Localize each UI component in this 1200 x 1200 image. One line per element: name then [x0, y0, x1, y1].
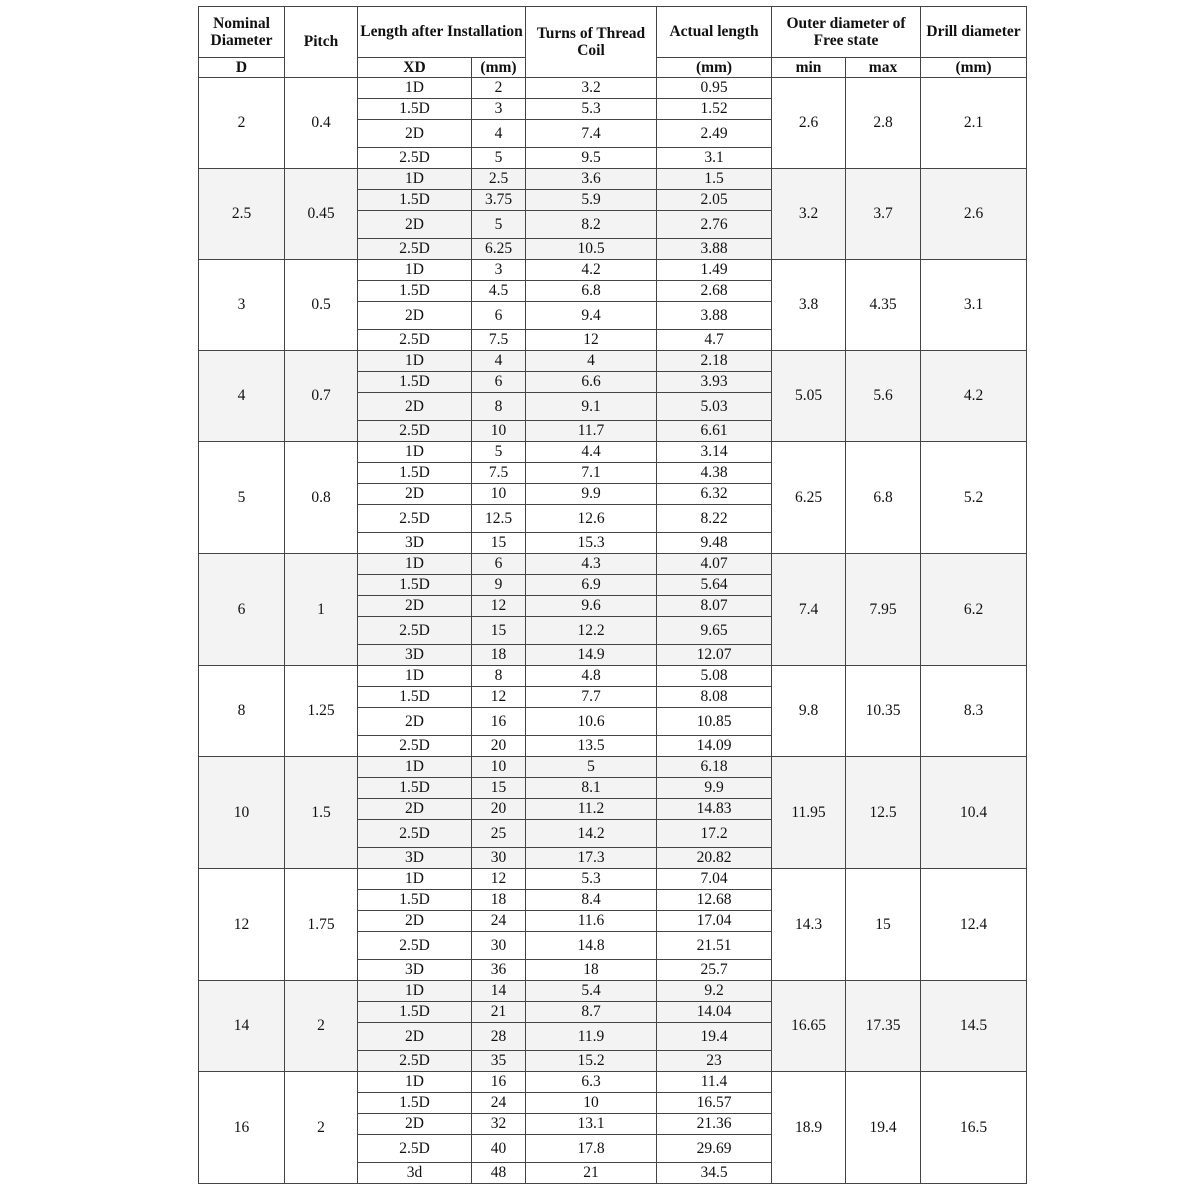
- header-turns-of-thread-coil: Turns of Thread Coil: [526, 7, 657, 78]
- table-row: [199, 981, 1027, 1002]
- length-mm-cell: 7.5: [472, 463, 526, 484]
- xd-cell: 2.5D: [358, 421, 472, 442]
- turns-cell: 6.9: [526, 575, 657, 596]
- outer-diameter-min-cell: 7.4: [772, 554, 846, 666]
- turns-cell: 7.7: [526, 687, 657, 708]
- turns-cell: 12.6: [526, 505, 657, 533]
- outer-diameter-min-cell: 18.9: [772, 1072, 846, 1184]
- table-row: [199, 78, 1027, 99]
- actual-length-cell: 3.93: [657, 372, 772, 393]
- drill-diameter-cell: 3.1: [921, 260, 1027, 351]
- length-mm-cell: 28: [472, 1023, 526, 1051]
- actual-length-cell: 9.65: [657, 617, 772, 645]
- xd-cell: 3D: [358, 960, 472, 981]
- actual-length-cell: 17.04: [657, 911, 772, 932]
- xd-cell: 2.5D: [358, 617, 472, 645]
- pitch-cell: 0.4: [285, 78, 358, 169]
- actual-length-cell: 2.49: [657, 120, 772, 148]
- nominal-diameter-cell: 2: [199, 78, 285, 169]
- nominal-diameter-cell: 3: [199, 260, 285, 351]
- turns-cell: 11.7: [526, 421, 657, 442]
- length-mm-cell: 24: [472, 911, 526, 932]
- xd-cell: 1D: [358, 260, 472, 281]
- length-mm-cell: 18: [472, 645, 526, 666]
- nominal-diameter-cell: 2.5: [199, 169, 285, 260]
- nominal-diameter-cell: 5: [199, 442, 285, 554]
- turns-cell: 12.2: [526, 617, 657, 645]
- length-mm-cell: 6.25: [472, 239, 526, 260]
- xd-cell: 2.5D: [358, 1135, 472, 1163]
- turns-cell: 8.1: [526, 778, 657, 799]
- length-mm-cell: 10: [472, 484, 526, 505]
- length-mm-cell: 48: [472, 1163, 526, 1184]
- outer-diameter-min-cell: 11.95: [772, 757, 846, 869]
- length-mm-cell: 12: [472, 687, 526, 708]
- length-mm-cell: 20: [472, 736, 526, 757]
- actual-length-cell: 3.88: [657, 239, 772, 260]
- length-mm-cell: 6: [472, 554, 526, 575]
- length-mm-cell: 12.5: [472, 505, 526, 533]
- drill-diameter-cell: 12.4: [921, 869, 1027, 981]
- length-mm-cell: 8: [472, 666, 526, 687]
- outer-diameter-min-cell: 3.2: [772, 169, 846, 260]
- actual-length-cell: 4.38: [657, 463, 772, 484]
- actual-length-cell: 29.69: [657, 1135, 772, 1163]
- xd-cell: 2.5D: [358, 1051, 472, 1072]
- actual-length-cell: 8.22: [657, 505, 772, 533]
- turns-cell: 6.8: [526, 281, 657, 302]
- length-mm-cell: 3: [472, 99, 526, 120]
- turns-cell: 8.2: [526, 211, 657, 239]
- xd-cell: 2D: [358, 484, 472, 505]
- thread-insert-spec-table: [198, 6, 1027, 1184]
- xd-cell: 1D: [358, 554, 472, 575]
- pitch-cell: 1.75: [285, 869, 358, 981]
- turns-cell: 11.2: [526, 799, 657, 820]
- nominal-diameter-cell: 14: [199, 981, 285, 1072]
- table-row: [199, 869, 1027, 890]
- actual-length-cell: 8.07: [657, 596, 772, 617]
- turns-cell: 4.3: [526, 554, 657, 575]
- turns-cell: 17.3: [526, 848, 657, 869]
- actual-length-cell: 19.4: [657, 1023, 772, 1051]
- length-mm-cell: 20: [472, 799, 526, 820]
- turns-cell: 9.6: [526, 596, 657, 617]
- length-mm-cell: 35: [472, 1051, 526, 1072]
- xd-cell: 1.5D: [358, 190, 472, 211]
- length-mm-cell: 15: [472, 533, 526, 554]
- xd-cell: 2.5D: [358, 148, 472, 169]
- actual-length-cell: 20.82: [657, 848, 772, 869]
- actual-length-cell: 9.9: [657, 778, 772, 799]
- xd-cell: 1D: [358, 1072, 472, 1093]
- length-mm-cell: 4: [472, 351, 526, 372]
- turns-cell: 8.7: [526, 1002, 657, 1023]
- actual-length-cell: 21.36: [657, 1114, 772, 1135]
- xd-cell: 3D: [358, 645, 472, 666]
- nominal-diameter-cell: 16: [199, 1072, 285, 1184]
- subheader-length-mm: (mm): [472, 58, 526, 78]
- xd-cell: 2.5D: [358, 932, 472, 960]
- outer-diameter-min-cell: 5.05: [772, 351, 846, 442]
- header-pitch: Pitch: [285, 7, 358, 78]
- turns-cell: 14.8: [526, 932, 657, 960]
- subheader-max: max: [846, 58, 921, 78]
- actual-length-cell: 8.08: [657, 687, 772, 708]
- drill-diameter-cell: 16.5: [921, 1072, 1027, 1184]
- length-mm-cell: 14: [472, 981, 526, 1002]
- outer-diameter-max-cell: 3.7: [846, 169, 921, 260]
- length-mm-cell: 2.5: [472, 169, 526, 190]
- turns-cell: 15.2: [526, 1051, 657, 1072]
- length-mm-cell: 10: [472, 421, 526, 442]
- length-mm-cell: 15: [472, 778, 526, 799]
- turns-cell: 3.6: [526, 169, 657, 190]
- drill-diameter-cell: 5.2: [921, 442, 1027, 554]
- length-mm-cell: 32: [472, 1114, 526, 1135]
- xd-cell: 2D: [358, 302, 472, 330]
- xd-cell: 1.5D: [358, 1002, 472, 1023]
- outer-diameter-min-cell: 6.25: [772, 442, 846, 554]
- length-mm-cell: 15: [472, 617, 526, 645]
- actual-length-cell: 3.88: [657, 302, 772, 330]
- turns-cell: 4.2: [526, 260, 657, 281]
- length-mm-cell: 16: [472, 1072, 526, 1093]
- xd-cell: 2D: [358, 911, 472, 932]
- pitch-cell: 0.5: [285, 260, 358, 351]
- actual-length-cell: 21.51: [657, 932, 772, 960]
- pitch-cell: 0.7: [285, 351, 358, 442]
- length-mm-cell: 30: [472, 848, 526, 869]
- pitch-cell: 2: [285, 981, 358, 1072]
- xd-cell: 2D: [358, 393, 472, 421]
- length-mm-cell: 10: [472, 757, 526, 778]
- drill-diameter-cell: 6.2: [921, 554, 1027, 666]
- nominal-diameter-cell: 8: [199, 666, 285, 757]
- length-mm-cell: 3.75: [472, 190, 526, 211]
- length-mm-cell: 2: [472, 78, 526, 99]
- actual-length-cell: 3.14: [657, 442, 772, 463]
- table-row: [199, 351, 1027, 372]
- length-mm-cell: 18: [472, 890, 526, 911]
- nominal-diameter-cell: 10: [199, 757, 285, 869]
- actual-length-cell: 25.7: [657, 960, 772, 981]
- turns-cell: 11.9: [526, 1023, 657, 1051]
- actual-length-cell: 5.08: [657, 666, 772, 687]
- length-mm-cell: 12: [472, 596, 526, 617]
- turns-cell: 10.6: [526, 708, 657, 736]
- turns-cell: 13.5: [526, 736, 657, 757]
- outer-diameter-max-cell: 15: [846, 869, 921, 981]
- turns-cell: 14.2: [526, 820, 657, 848]
- actual-length-cell: 5.64: [657, 575, 772, 596]
- xd-cell: 1D: [358, 666, 472, 687]
- nominal-diameter-cell: 6: [199, 554, 285, 666]
- pitch-cell: 1.25: [285, 666, 358, 757]
- table-row: [199, 1072, 1027, 1093]
- xd-cell: 2.5D: [358, 820, 472, 848]
- length-mm-cell: 16: [472, 708, 526, 736]
- actual-length-cell: 2.05: [657, 190, 772, 211]
- length-mm-cell: 24: [472, 1093, 526, 1114]
- header-outer-diameter: Outer diameter of Free state: [772, 7, 921, 58]
- actual-length-cell: 12.07: [657, 645, 772, 666]
- actual-length-cell: 2.76: [657, 211, 772, 239]
- header-nominal-diameter: Nominal Diameter: [199, 7, 285, 58]
- actual-length-cell: 6.32: [657, 484, 772, 505]
- actual-length-cell: 34.5: [657, 1163, 772, 1184]
- xd-cell: 2D: [358, 596, 472, 617]
- turns-cell: 7.1: [526, 463, 657, 484]
- actual-length-cell: 3.1: [657, 148, 772, 169]
- xd-cell: 3D: [358, 848, 472, 869]
- actual-length-cell: 6.61: [657, 421, 772, 442]
- actual-length-cell: 12.68: [657, 890, 772, 911]
- turns-cell: 4.8: [526, 666, 657, 687]
- length-mm-cell: 5: [472, 442, 526, 463]
- xd-cell: 1D: [358, 869, 472, 890]
- xd-cell: 1.5D: [358, 687, 472, 708]
- xd-cell: 1.5D: [358, 99, 472, 120]
- turns-cell: 14.9: [526, 645, 657, 666]
- turns-cell: 18: [526, 960, 657, 981]
- length-mm-cell: 40: [472, 1135, 526, 1163]
- xd-cell: 2D: [358, 1023, 472, 1051]
- actual-length-cell: 14.83: [657, 799, 772, 820]
- length-mm-cell: 6: [472, 302, 526, 330]
- xd-cell: 1D: [358, 442, 472, 463]
- subheader-actual-length-mm: (mm): [657, 58, 772, 78]
- turns-cell: 11.6: [526, 911, 657, 932]
- length-mm-cell: 5: [472, 211, 526, 239]
- pitch-cell: 0.45: [285, 169, 358, 260]
- outer-diameter-max-cell: 17.35: [846, 981, 921, 1072]
- actual-length-cell: 4.07: [657, 554, 772, 575]
- actual-length-cell: 1.52: [657, 99, 772, 120]
- actual-length-cell: 7.04: [657, 869, 772, 890]
- actual-length-cell: 6.18: [657, 757, 772, 778]
- turns-cell: 9.4: [526, 302, 657, 330]
- actual-length-cell: 17.2: [657, 820, 772, 848]
- actual-length-cell: 10.85: [657, 708, 772, 736]
- actual-length-cell: 2.68: [657, 281, 772, 302]
- drill-diameter-cell: 10.4: [921, 757, 1027, 869]
- length-mm-cell: 3: [472, 260, 526, 281]
- outer-diameter-max-cell: 12.5: [846, 757, 921, 869]
- xd-cell: 3D: [358, 533, 472, 554]
- pitch-cell: 1: [285, 554, 358, 666]
- turns-cell: 5.9: [526, 190, 657, 211]
- turns-cell: 12: [526, 330, 657, 351]
- turns-cell: 15.3: [526, 533, 657, 554]
- turns-cell: 4.4: [526, 442, 657, 463]
- turns-cell: 4: [526, 351, 657, 372]
- turns-cell: 5.3: [526, 869, 657, 890]
- turns-cell: 9.5: [526, 148, 657, 169]
- length-mm-cell: 5: [472, 148, 526, 169]
- xd-cell: 2.5D: [358, 505, 472, 533]
- actual-length-cell: 16.57: [657, 1093, 772, 1114]
- length-mm-cell: 9: [472, 575, 526, 596]
- actual-length-cell: 5.03: [657, 393, 772, 421]
- outer-diameter-min-cell: 16.65: [772, 981, 846, 1072]
- xd-cell: 1.5D: [358, 281, 472, 302]
- xd-cell: 1.5D: [358, 575, 472, 596]
- length-mm-cell: 6: [472, 372, 526, 393]
- xd-cell: 1D: [358, 981, 472, 1002]
- length-mm-cell: 8: [472, 393, 526, 421]
- table-row: [199, 169, 1027, 190]
- turns-cell: 3.2: [526, 78, 657, 99]
- pitch-cell: 1.5: [285, 757, 358, 869]
- actual-length-cell: 14.04: [657, 1002, 772, 1023]
- length-mm-cell: 25: [472, 820, 526, 848]
- turns-cell: 9.1: [526, 393, 657, 421]
- xd-cell: 2.5D: [358, 330, 472, 351]
- outer-diameter-min-cell: 3.8: [772, 260, 846, 351]
- xd-cell: 1D: [358, 78, 472, 99]
- xd-cell: 1D: [358, 351, 472, 372]
- table-row: [199, 757, 1027, 778]
- turns-cell: 6.6: [526, 372, 657, 393]
- drill-diameter-cell: 4.2: [921, 351, 1027, 442]
- actual-length-cell: 1.49: [657, 260, 772, 281]
- turns-cell: 5.4: [526, 981, 657, 1002]
- xd-cell: 2.5D: [358, 239, 472, 260]
- header-drill-diameter: Drill diameter: [921, 7, 1027, 58]
- turns-cell: 10: [526, 1093, 657, 1114]
- drill-diameter-cell: 2.6: [921, 169, 1027, 260]
- turns-cell: 8.4: [526, 890, 657, 911]
- turns-cell: 6.3: [526, 1072, 657, 1093]
- actual-length-cell: 14.09: [657, 736, 772, 757]
- table-header: [199, 7, 1027, 78]
- turns-cell: 7.4: [526, 120, 657, 148]
- actual-length-cell: 23: [657, 1051, 772, 1072]
- xd-cell: 1.5D: [358, 890, 472, 911]
- outer-diameter-max-cell: 7.95: [846, 554, 921, 666]
- outer-diameter-max-cell: 5.6: [846, 351, 921, 442]
- pitch-cell: 2: [285, 1072, 358, 1184]
- subheader-min: min: [772, 58, 846, 78]
- length-mm-cell: 12: [472, 869, 526, 890]
- xd-cell: 1.5D: [358, 463, 472, 484]
- xd-cell: 2D: [358, 211, 472, 239]
- drill-diameter-cell: 8.3: [921, 666, 1027, 757]
- turns-cell: 9.9: [526, 484, 657, 505]
- actual-length-cell: 9.48: [657, 533, 772, 554]
- xd-cell: 1.5D: [358, 778, 472, 799]
- turns-cell: 5: [526, 757, 657, 778]
- outer-diameter-max-cell: 2.8: [846, 78, 921, 169]
- outer-diameter-min-cell: 2.6: [772, 78, 846, 169]
- turns-cell: 5.3: [526, 99, 657, 120]
- turns-cell: 10.5: [526, 239, 657, 260]
- subheader-xd: XD: [358, 58, 472, 78]
- outer-diameter-max-cell: 4.35: [846, 260, 921, 351]
- turns-cell: 13.1: [526, 1114, 657, 1135]
- pitch-cell: 0.8: [285, 442, 358, 554]
- length-mm-cell: 36: [472, 960, 526, 981]
- length-mm-cell: 30: [472, 932, 526, 960]
- table-row: [199, 442, 1027, 463]
- outer-diameter-min-cell: 9.8: [772, 666, 846, 757]
- xd-cell: 2D: [358, 799, 472, 820]
- table-row: [199, 666, 1027, 687]
- drill-diameter-cell: 2.1: [921, 78, 1027, 169]
- actual-length-cell: 9.2: [657, 981, 772, 1002]
- subheader-drill-mm: (mm): [921, 58, 1027, 78]
- xd-cell: 2D: [358, 708, 472, 736]
- drill-diameter-cell: 14.5: [921, 981, 1027, 1072]
- header-actual-length: Actual length: [657, 7, 772, 58]
- nominal-diameter-cell: 4: [199, 351, 285, 442]
- turns-cell: 17.8: [526, 1135, 657, 1163]
- actual-length-cell: 11.4: [657, 1072, 772, 1093]
- xd-cell: 3d: [358, 1163, 472, 1184]
- actual-length-cell: 4.7: [657, 330, 772, 351]
- actual-length-cell: 2.18: [657, 351, 772, 372]
- turns-cell: 21: [526, 1163, 657, 1184]
- xd-cell: 1.5D: [358, 1093, 472, 1114]
- table-row: [199, 554, 1027, 575]
- outer-diameter-min-cell: 14.3: [772, 869, 846, 981]
- xd-cell: 1D: [358, 757, 472, 778]
- xd-cell: 1D: [358, 169, 472, 190]
- outer-diameter-max-cell: 10.35: [846, 666, 921, 757]
- xd-cell: 2D: [358, 120, 472, 148]
- xd-cell: 2.5D: [358, 736, 472, 757]
- xd-cell: 2D: [358, 1114, 472, 1135]
- header-length-after-installation: Length after Installation: [358, 7, 526, 58]
- length-mm-cell: 4.5: [472, 281, 526, 302]
- nominal-diameter-cell: 12: [199, 869, 285, 981]
- xd-cell: 1.5D: [358, 372, 472, 393]
- subheader-d: D: [199, 58, 285, 78]
- outer-diameter-max-cell: 19.4: [846, 1072, 921, 1184]
- outer-diameter-max-cell: 6.8: [846, 442, 921, 554]
- length-mm-cell: 4: [472, 120, 526, 148]
- length-mm-cell: 21: [472, 1002, 526, 1023]
- table-body: [199, 78, 1027, 1184]
- actual-length-cell: 1.5: [657, 169, 772, 190]
- length-mm-cell: 7.5: [472, 330, 526, 351]
- table-row: [199, 260, 1027, 281]
- actual-length-cell: 0.95: [657, 78, 772, 99]
